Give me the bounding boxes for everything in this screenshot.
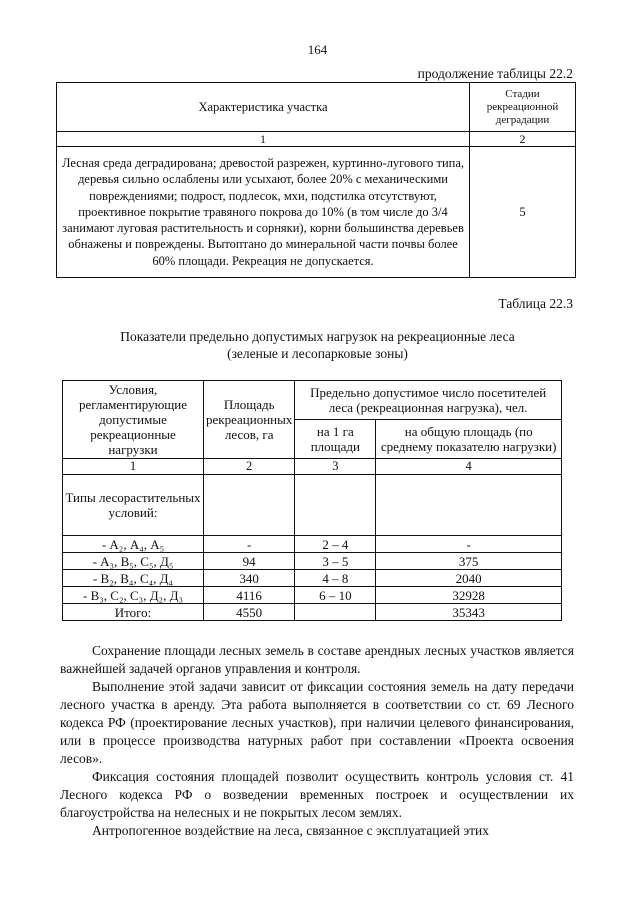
- column-number: 2: [470, 132, 576, 147]
- types-label: Типы лесорастительных условий:: [63, 475, 204, 536]
- total-label: Итого:: [63, 604, 204, 621]
- empty-cell: [295, 475, 376, 536]
- header-area: Площадь рекреационных лесов, га: [204, 381, 295, 459]
- per-ha-cell: 2 – 4: [295, 536, 376, 553]
- characteristic-cell: Лесная среда деградирована; древостой разрежен, куртинно-лугового типа, деревья сильно ослаблены или усыхают, более 20% с механическими повреждениями; подрост, подлесок, мхи, подстилка отсутствуют, проективное покрытие травяного покрова до 10% (в том числе до 3/4 занимают луговая растительность и сорняки), корни большинства деревьев обнажены и повреждены. Вытоптано до минеральной части почвы более 60% площади. Рекреация не допускается.: [57, 147, 470, 278]
- area-cell: -: [204, 536, 295, 553]
- total-cell: -: [376, 536, 562, 553]
- header-stage: Стадии рекреационной деградации: [470, 83, 576, 132]
- total-row: [63, 604, 562, 621]
- table-row: [63, 553, 562, 570]
- body-text: [60, 642, 574, 840]
- paragraph: Выполнение этой задачи зависит от фиксации состояния земель на дату передачи лесного участка в аренду. Эта работа выполняется в соответствии со ст. 69 Лесного кодекса РФ (проектирование лесных участков), при наличии целевого финансирования, или в процессе производства натурных работ при составлении «Проекта освоения лесов».: [60, 679, 574, 766]
- stage-cell: 5: [470, 147, 576, 278]
- header-characteristic: Характеристика участка: [57, 83, 470, 132]
- table-title-line: Показатели предельно допустимых нагрузок на рекреационные леса: [120, 329, 515, 344]
- total-cell: 2040: [376, 570, 562, 587]
- table-row: [63, 570, 562, 587]
- per-ha-cell: 4 – 8: [295, 570, 376, 587]
- total-visitors: 35343: [376, 604, 562, 621]
- per-ha-cell: 3 – 5: [295, 553, 376, 570]
- column-number: 4: [376, 459, 562, 475]
- table-row: [63, 536, 562, 553]
- table-label: Таблица 22.3: [498, 296, 573, 311]
- total-cell: 375: [376, 553, 562, 570]
- column-number: 1: [57, 132, 470, 147]
- page-number: 164: [307, 42, 328, 57]
- paragraph: Антропогенное воздействие на леса, связанное с эксплуатацией этих: [92, 823, 489, 838]
- column-number: 3: [295, 459, 376, 475]
- area-cell: 94: [204, 553, 295, 570]
- header-per-ha: на 1 га площади: [295, 420, 376, 459]
- total-area: 4550: [204, 604, 295, 621]
- per-ha-cell: 6 – 10: [295, 587, 376, 604]
- header-total: на общую площадь (по среднему показателю нагрузки): [376, 420, 562, 459]
- table-title-line: (зеленые и лесопарковые зоны): [227, 346, 408, 361]
- header-limit: Предельно допустимое число посетителей леса (рекреационная нагрузка), чел.: [295, 381, 562, 420]
- table-row: [63, 587, 562, 604]
- area-cell: 340: [204, 570, 295, 587]
- paragraph: Фиксация состояния площадей позволит осуществить контроль условия ст. 41 Лесного кодекса РФ о возведении временных построек и осуществлении их благоустройства на нелесных и не покрытых лесом землях.: [60, 769, 574, 820]
- condition-cell: - А₃, В₅, С₅, Д₅: [63, 553, 204, 570]
- total-cell: 32928: [376, 587, 562, 604]
- empty-cell: [295, 604, 376, 621]
- table-22-2-continuation: [56, 82, 576, 278]
- empty-cell: [376, 475, 562, 536]
- condition-cell: - В₂, В₄, С₄, Д₄: [63, 570, 204, 587]
- continuation-label: продолжение таблицы 22.2: [417, 66, 573, 81]
- table-title: [0, 328, 635, 362]
- header-conditions: Условия, регламентирующие допустимые рекреационные нагрузки: [63, 381, 204, 459]
- column-number: 1: [63, 459, 204, 475]
- table-22-3: [62, 380, 562, 621]
- condition-cell: - В₃, С₂, С₃, Д₂, Д₃: [63, 587, 204, 604]
- area-cell: 4116: [204, 587, 295, 604]
- condition-cell: - А₂, А₄, А₅: [63, 536, 204, 553]
- paragraph: Сохранение площади лесных земель в составе арендных лесных участков является важнейшей задачей органов управления и контроля.: [60, 643, 574, 676]
- column-number: 2: [204, 459, 295, 475]
- empty-cell: [204, 475, 295, 536]
